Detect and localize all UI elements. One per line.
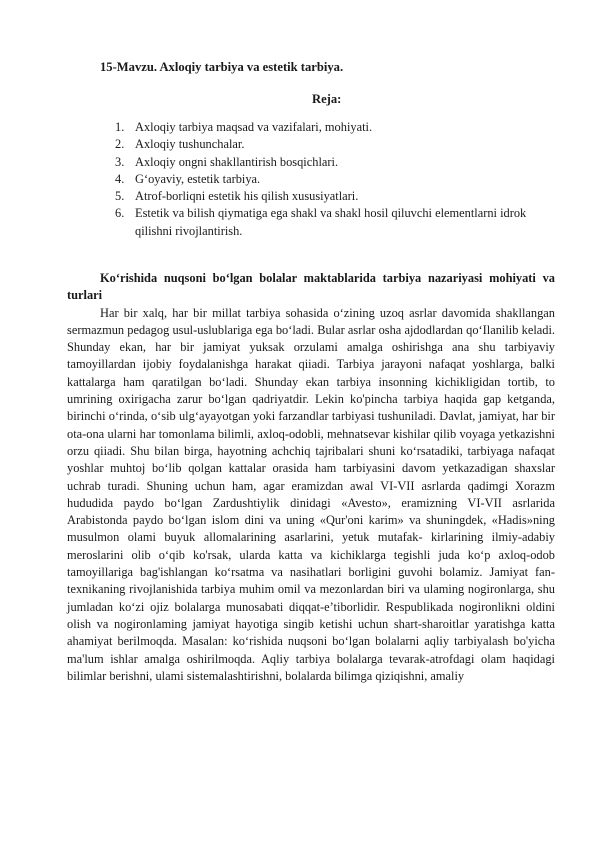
plan-item xyxy=(115,154,555,171)
plan-item-text: Atrof-borliqni estetik his qilish xususiyatlari. xyxy=(135,189,359,204)
plan-item-number: 4. xyxy=(115,171,125,186)
main-section xyxy=(67,270,555,685)
plan-item-text: Estetik va bilish qiymatiga ega shakl va shakl hosil qiluvchi elementlarni idrok qilishni rivojlantirish. xyxy=(135,206,527,238)
plan-item-text: Axloqiy tushunchalar. xyxy=(135,137,245,152)
plan-item xyxy=(115,136,555,153)
body-paragraph: Har bir xalq, har bir millat tarbiya sohasida o‘zining uzoq asrlar davomida shakllangan sermazmun pedagog usul-uslublariga ega bo‘ladi. Bular asrlar osha ajdodlardan qo‘Ilanilib keladi. Shunday ekan, har bir jamiyat yuksak orzulami amalga oshirishga ana shu tarbiyaviy tamoyillardan ijobiy foydalanishga harakat qiiadi. Tarbiya jarayoni nafaqat yoshlarga, balki kattalarga ham qaratilgan bo‘ladi. Shunday ekan tarbiya insonning kichikligidan tortib, to umrining oxirigacha zarur bo‘lgan qadriyatdir. Lekin ko'pincha tarbiya haqida gap ketganda, birinchi o‘rinda, o‘sib ulg‘ayayotgan yoki farzandlar tarbiyasi tushuniladi. Davlat, jamiyat, har bir ota-ona ularni har tomonlama bilimli, axloq-odobli, mehnatsevar kishilar qilib voyaga yetkazishni orzu qiiadi. Shu bilan birga, hayotning achchiq tajribalari shuni ko‘rsatadiki, tarbiyaga nafaqat yoshlar muhtoj bo‘lib qolgan kattalar orasida ham tarbiyasini davom yetkazadigan shaxslar uchrab turadi. Shuning uchun ham, agar eramizdan awal VI-VII asrlarda qadimgi Xorazm hududida paydo bo‘lgan Zardushtiylik dinidagi «Avesto», eramizning VI-VII asrlarida Arabistonda paydo bo‘lgan islom dini va uning «Qur'oni karim» va shuningdek, «Hadis»ning musulmon olami buyuk allomalarining asarlarini, yetuk mutafak- kirlarining ilmiy-adabiy meroslarini olib o‘qib ko'rsak, ularda katta va kichiklarga tegishli juda ko‘p axloq-odob tamoyillariga bag'ishlangan ko‘rsatma va nasihatlari borligini guvohi bolamiz. Jamiyat fan- texnikaning rivojlanishida tarbiya muhim omil va mezonlardan biri va ulaming nogironlarga, shu jumladan ko‘zi ojiz bolalarga munosabati diqqat-e’tiborlidir. Respublikada nogironlikni oldini olish va nogironlaming jamiyat hayotiga singib ketishi uchun shart-sharoitlar yaratishga katta ahamiyat berilmoqda. Masalan: ko‘rishida nuqsoni bo‘lgan bolalarni aqliy tarbiyalash bo'yicha ma'lum ishlar amalga oshirilmoqda. Aqliy tarbiya bolalarga tevarak-atrofdagi olam haqidagi bilimlar berishni, ulami sistemalashtirishni, bolalarda bilimga qiziqishni, amaliy xyxy=(67,305,555,683)
plan-item xyxy=(115,171,555,188)
section-heading: Ko‘rishida nuqsoni bo‘lgan bolalar maktablarida tarbiya nazariyasi mohiyati va turlari xyxy=(67,271,555,303)
plan-label: Reja: xyxy=(312,92,342,106)
plan-item-text: Axloqiy ongni shakllantirish bosqichlari. xyxy=(135,154,339,169)
topic-title: 15-Mavzu. Axloqiy tarbiya va estetik tarbiya. xyxy=(100,60,344,74)
plan-item xyxy=(115,205,555,240)
plan-item-number: 2. xyxy=(115,137,125,152)
plan-item xyxy=(115,188,555,205)
plan-list xyxy=(115,119,555,240)
plan-item-number: 6. xyxy=(115,206,125,221)
plan-item-number: 1. xyxy=(115,120,125,134)
plan-item-number: 5. xyxy=(115,189,125,204)
plan-item-text: G‘oyaviy, estetik tarbiya. xyxy=(135,171,261,186)
plan-item-text: Axloqiy tarbiya maqsad va vazifalari, mohiyati. xyxy=(135,120,373,134)
plan-item-number: 3. xyxy=(115,154,125,169)
plan-item xyxy=(115,119,555,136)
